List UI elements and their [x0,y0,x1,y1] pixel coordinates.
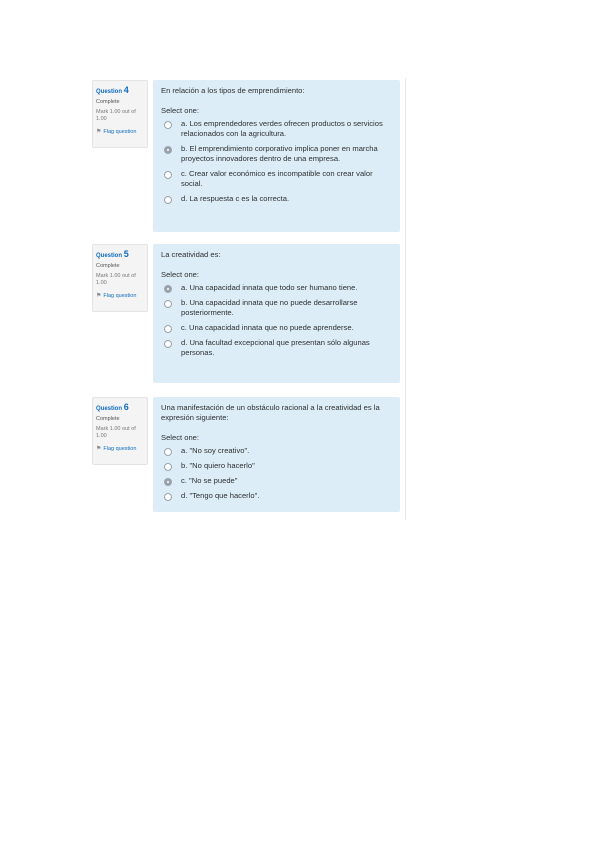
question-state: Complete [96,416,120,422]
answer-prompt: Select one: [161,433,199,442]
radio-button[interactable] [164,493,172,501]
question-text: Una manifestación de un obstáculo racional a la creatividad es la expresión siguiente: [161,403,380,422]
answer-option[interactable]: d. "Tengo que hacerlo". [161,491,392,501]
flag-icon: ⚑ [96,293,102,299]
radio-button-selected[interactable] [164,285,172,293]
answer-prompt: Select one: [161,106,199,115]
flag-question-link[interactable]: ⚑ Flag question [96,292,137,299]
answer-list [161,119,392,204]
answer-option[interactable]: a. Los emprendedores verdes ofrecen productos o servicios relacionados con la agricultura. [161,119,392,139]
answer-option[interactable]: b. Una capacidad innata que no puede desarrollarse posteriormente. [161,298,392,318]
question-info [92,397,148,465]
question-state: Complete [96,263,120,269]
radio-button[interactable] [164,300,172,308]
flag-icon: ⚑ [96,446,102,452]
answer-option[interactable]: a. "No soy creativo". [161,446,392,456]
answer-prompt: Select one: [161,270,199,279]
question-grade: Mark 1.00 out of 1.00 [96,426,136,439]
radio-button[interactable] [164,340,172,348]
radio-button-selected[interactable] [164,146,172,154]
radio-button[interactable] [164,121,172,129]
question-info [92,80,148,148]
flag-question-link[interactable]: ⚑ Flag question [96,445,137,452]
question-number: Question 4 [96,85,129,95]
radio-button-selected[interactable] [164,478,172,486]
radio-button[interactable] [164,463,172,471]
answer-option[interactable]: d. La respuesta c es la correcta. [161,194,392,204]
radio-button[interactable] [164,448,172,456]
page-divider [405,78,406,520]
question-info [92,244,148,312]
answer-option[interactable]: c. "No se puede" [161,476,392,486]
answer-list [161,283,392,358]
answer-option[interactable]: b. "No quiero hacerlo" [161,461,392,471]
answer-option[interactable]: d. Una facultad excepcional que presentan sólo algunas personas. [161,338,392,358]
question-state: Complete [96,99,120,105]
question-content [153,80,400,232]
question-grade: Mark 1.00 out of 1.00 [96,273,136,286]
radio-button[interactable] [164,325,172,333]
question-content [153,244,400,383]
question-text: La creatividad es: [161,250,221,259]
radio-button[interactable] [164,196,172,204]
question-number: Question 6 [96,402,129,412]
question-grade: Mark 1.00 out of 1.00 [96,109,136,122]
answer-option[interactable]: c. Crear valor económico es incompatible con crear valor social. [161,169,392,189]
answer-option[interactable]: c. Una capacidad innata que no puede aprenderse. [161,323,392,333]
flag-icon: ⚑ [96,129,102,135]
answer-option[interactable]: b. El emprendimiento corporativo implica poner en marcha proyectos innovadores dentro de una empresa. [161,144,392,164]
flag-question-link[interactable]: ⚑ Flag question [96,128,137,135]
answer-list [161,446,392,501]
question-content [153,397,400,512]
radio-button[interactable] [164,171,172,179]
question-text: En relación a los tipos de emprendimiento: [161,86,305,95]
answer-option[interactable]: a. Una capacidad innata que todo ser humano tiene. [161,283,392,293]
question-number: Question 5 [96,249,129,259]
